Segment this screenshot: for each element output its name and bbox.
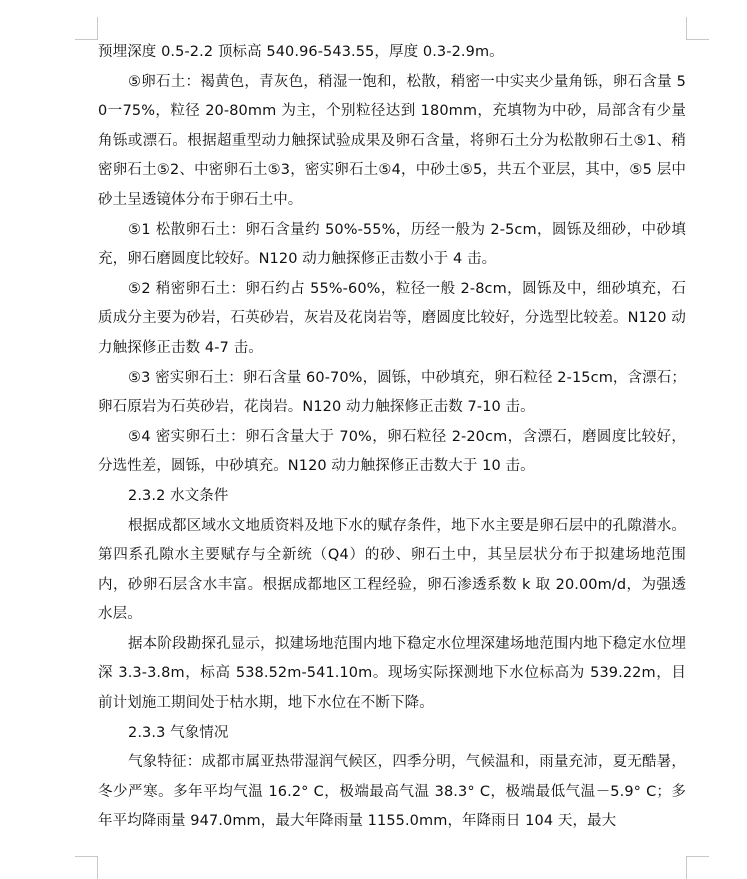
- paragraph-groundwater-conditions[interactable]: 根据成都区域水文地质资料及地下水的赋存条件，地下水主要是卵石层中的孔隙潜水。第四系孔隙水主要赋存与全新统（Q4）的砂、卵石土中，其呈层状分布于拟建场地范围内，砂卵石层含水丰富。根据成都地区工程经验，卵石渗透系数 k 取 20.00m/d，为强透水层。: [98, 517, 686, 623]
- section-heading-weather[interactable]: 2.3.3 气象情况: [128, 724, 229, 741]
- paragraph-loose-pebble-soil[interactable]: ⑤1 松散卵石土：卵石含量约 50%-55%，历经一般为 2-5cm，圆铄及细砂，中砂填充，卵石磨圆度比较好。N120 动力触探修正击数小于 4 击。: [98, 221, 686, 268]
- paragraph-water-level[interactable]: 据本阶段勘探孔显示，拟建场地范围内地下稳定水位埋深建场地范围内地下稳定水位埋深 3.3-3.8m，标高 538.52m-541.10m。现场实际探测地下水位标高为 539.22m，目前计划施工期间处于枯水期，地下水位在不断下降。: [98, 635, 686, 712]
- paragraph-burial-depth[interactable]: 预埋深度 0.5-2.2 顶标高 540.96-543.55，厚度 0.3-2.9m。: [98, 44, 504, 60]
- crop-mark-top-left: [75, 17, 98, 40]
- paragraph-dense-pebble-soil-4[interactable]: ⑤4 密实卵石土：卵石含量大于 70%，卵石粒径 2-20cm，含漂石，磨圆度比较好，分选性差，圆铄，中砂填充。N120 动力触探修正击数大于 10 击。: [98, 428, 686, 475]
- document-body[interactable]: [98, 38, 686, 837]
- crop-mark-bottom-left: [75, 856, 98, 879]
- paragraph-climate-features[interactable]: 气象特征：成都市属亚热带湿润气候区，四季分明，气候温和，雨量充沛，夏无酷暑，冬少严寒。多年平均气温 16.2° C，极端最高气温 38.3° C，极端最低气温－5.9° C；多年平均降雨量 947.0mm，最大年降雨量 1155.0mm，年降雨日 104 天，最大: [98, 754, 686, 830]
- crop-mark-top-right: [686, 17, 709, 40]
- paragraph-dense-pebble-soil-3[interactable]: ⑤3 密实卵石土：卵石含量 60-70%，圆铄，中砂填充，卵石粒径 2-15cm，含漂石；卵石原岩为石英砂岩，花岗岩。N120 动力触探修正击数 7-10 击。: [98, 369, 686, 416]
- crop-mark-bottom-right: [686, 856, 709, 879]
- section-heading-hydrology[interactable]: 2.3.2 水文条件: [128, 487, 229, 504]
- paragraph-pebble-soil[interactable]: ⑤卵石土：褐黄色，青灰色，稍湿一饱和，松散，稍密一中实夹少量角铄，卵石含量 50一75%，粒径 20-80mm 为主，个别粒径达到 180mm，充填物为中砂，局部含有少量角铄或漂石。根据超重型动力触探试验成果及卵石含量，将卵石土分为松散卵石土⑤1、稍密卵石土⑤2、中密卵石土⑤3，密实卵石土⑤4，中砂土⑤5，共五个亚层，其中，⑤5 层中砂土呈透镜体分布于卵石土中。: [98, 73, 686, 208]
- paragraph-slightly-dense-pebble-soil[interactable]: ⑤2 稍密卵石土：卵石约占 55%-60%，粒径一般 2-8cm，圆铄及中，细砂填充，石质成分主要为砂岩，石英砂岩，灰岩及花岗岩等，磨圆度比较好，分选型比较差。N120 动力触探修正击数 4-7 击。: [98, 280, 686, 356]
